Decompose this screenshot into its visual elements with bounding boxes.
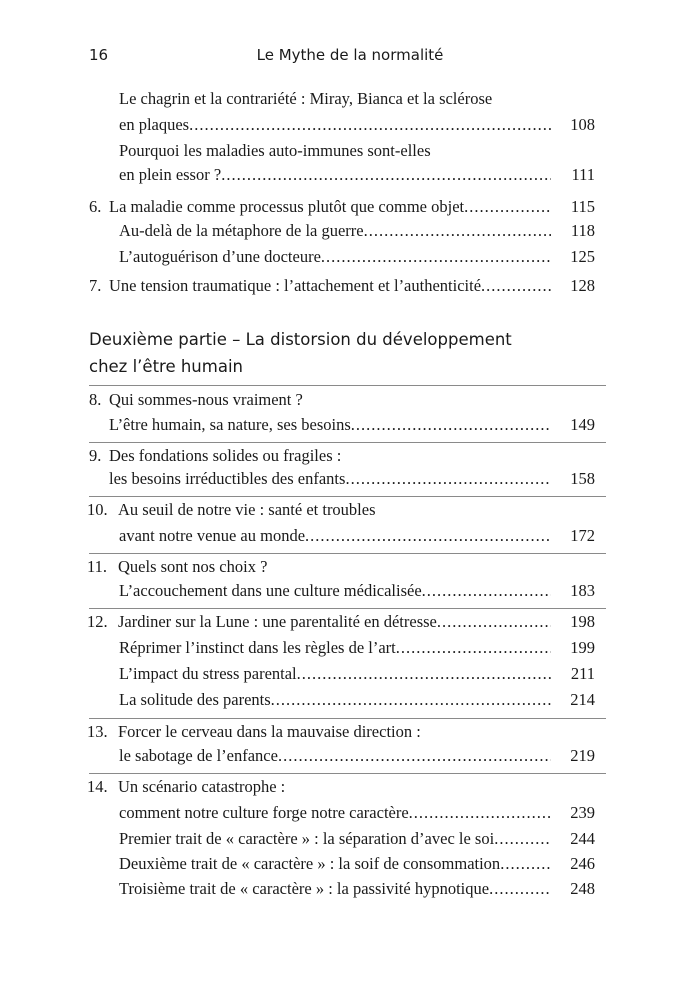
dot-leader [500, 853, 551, 875]
toc-entry-leader [119, 220, 551, 242]
toc-page-number: 239 [570, 803, 595, 822]
toc-entry-leader [119, 745, 551, 767]
chapter-subtitle: L’accouchement dans une culture médicalisée [119, 581, 422, 600]
dot-leader [351, 414, 551, 436]
divider [89, 385, 606, 386]
dot-leader [364, 220, 551, 242]
dot-leader [396, 637, 551, 659]
chapter-number: 11. [87, 557, 108, 576]
toc-page-number: 183 [570, 581, 595, 600]
running-title: Le Mythe de la normalité [256, 46, 444, 64]
section-title: Premier trait de « caractère » : la séparation d’avec le soi [119, 829, 495, 848]
chapter-number: 13. [87, 722, 108, 741]
part-heading: Deuxième partie – La distorsion du développement [89, 330, 512, 349]
toc-page-number: 149 [570, 415, 595, 434]
toc-entry-leader [119, 802, 551, 824]
toc-entry-leader [119, 246, 551, 268]
dot-leader [409, 802, 551, 824]
toc-entry-leader [119, 828, 551, 850]
dot-leader [189, 114, 551, 136]
toc-entry-leader [109, 196, 551, 218]
chapter-number: 14. [87, 777, 108, 796]
toc-entry-leader [119, 663, 551, 685]
chapter-number: 9. [89, 446, 102, 465]
toc-entry-text: Pourquoi les maladies auto-immunes sont-elles [119, 141, 431, 160]
divider [89, 773, 606, 774]
dot-leader [494, 828, 551, 850]
toc-page-number: 214 [570, 690, 595, 709]
chapter-title: Au seuil de notre vie : santé et troubles [118, 500, 376, 519]
toc-page-number: 246 [570, 854, 595, 873]
toc-entry-leader [109, 414, 551, 436]
chapter-title: La maladie comme processus plutôt que comme objet [109, 197, 465, 216]
section-title: Au-delà de la métaphore de la guerre [119, 221, 364, 240]
chapter-title: Quels sont nos choix ? [118, 557, 268, 576]
toc-page-number: 248 [570, 879, 595, 898]
toc-entry-leader [109, 468, 551, 490]
page-number: 16 [89, 46, 109, 64]
toc-page-number: 244 [570, 829, 595, 848]
chapter-subtitle: comment notre culture forge notre caractère [119, 803, 409, 822]
chapter-number: 10. [87, 500, 108, 519]
toc-page-number: 115 [570, 197, 595, 216]
chapter-title: Une tension traumatique : l’attachement et l’authenticité [109, 276, 482, 295]
chapter-title: Forcer le cerveau dans la mauvaise direction : [118, 722, 421, 741]
chapter-title: Un scénario catastrophe : [118, 777, 286, 796]
dot-leader [437, 611, 551, 633]
chapter-title: Jardiner sur la Lune : une parentalité en détresse [118, 612, 437, 631]
divider [89, 718, 606, 719]
chapter-number: 8. [89, 390, 102, 409]
section-title: Réprimer l’instinct dans les règles de l’art [119, 638, 396, 657]
page-header [0, 46, 700, 70]
toc-page-number: 128 [570, 276, 595, 295]
toc-entry-leader [109, 275, 551, 297]
section-title: L’impact du stress parental [119, 664, 297, 683]
toc-page-number: 158 [570, 469, 595, 488]
dot-leader [278, 745, 551, 767]
toc-page-number: 211 [570, 664, 595, 683]
divider [89, 608, 606, 609]
section-title: Deuxième trait de « caractère » : la soif de consommation [119, 854, 501, 873]
toc-page-number: 199 [570, 638, 595, 657]
section-title: L’autoguérison d’une docteure [119, 247, 321, 266]
dot-leader [221, 164, 551, 186]
dot-leader [481, 275, 551, 297]
chapter-subtitle: L’être humain, sa nature, ses besoins [109, 415, 351, 434]
dot-leader [422, 580, 551, 602]
toc-page-number: 172 [570, 526, 595, 545]
dot-leader [321, 246, 551, 268]
section-title: Troisième trait de « caractère » : la passivité hypnotique [119, 879, 490, 898]
chapter-title: Des fondations solides ou fragiles : [109, 446, 342, 465]
divider [89, 496, 606, 497]
dot-leader [464, 196, 551, 218]
toc-page-number: 219 [570, 746, 595, 765]
divider [89, 553, 606, 554]
chapter-number: 7. [89, 276, 102, 295]
toc-page-number: 198 [570, 612, 595, 631]
dot-leader [489, 878, 551, 900]
chapter-subtitle: avant notre venue au monde [119, 526, 306, 545]
toc-entry-leader [119, 164, 551, 186]
toc-page-number: 111 [571, 165, 595, 184]
part-heading-continued: chez l’être humain [89, 357, 243, 376]
toc-entry-leader [119, 525, 551, 547]
toc-page-number: 118 [570, 221, 595, 240]
chapter-title: Qui sommes-nous vraiment ? [109, 390, 303, 409]
dot-leader [297, 663, 551, 685]
dot-leader [305, 525, 551, 547]
toc-page-number: 108 [570, 115, 595, 134]
toc-entry-text: Le chagrin et la contrariété : Miray, Bianca et la sclérose [119, 89, 493, 108]
toc-entry-leader [118, 611, 551, 633]
toc-entry-leader [119, 878, 551, 900]
toc-entry-text: en plein essor ? [119, 165, 222, 184]
chapter-subtitle: les besoins irréductibles des enfants [109, 469, 346, 488]
chapter-number: 6. [89, 197, 102, 216]
section-title: La solitude des parents [119, 690, 271, 709]
toc-entry-leader [119, 853, 551, 875]
divider [89, 442, 606, 443]
toc-entry-text: en plaques [119, 115, 190, 134]
dot-leader [345, 468, 551, 490]
toc-entry-leader [119, 689, 551, 711]
chapter-number: 12. [87, 612, 108, 631]
toc-entry-leader [119, 580, 551, 602]
dot-leader [271, 689, 551, 711]
toc-page-number: 125 [570, 247, 595, 266]
toc-entry-leader [119, 114, 551, 136]
chapter-subtitle: le sabotage de l’enfance [119, 746, 278, 765]
toc-entry-leader [119, 637, 551, 659]
